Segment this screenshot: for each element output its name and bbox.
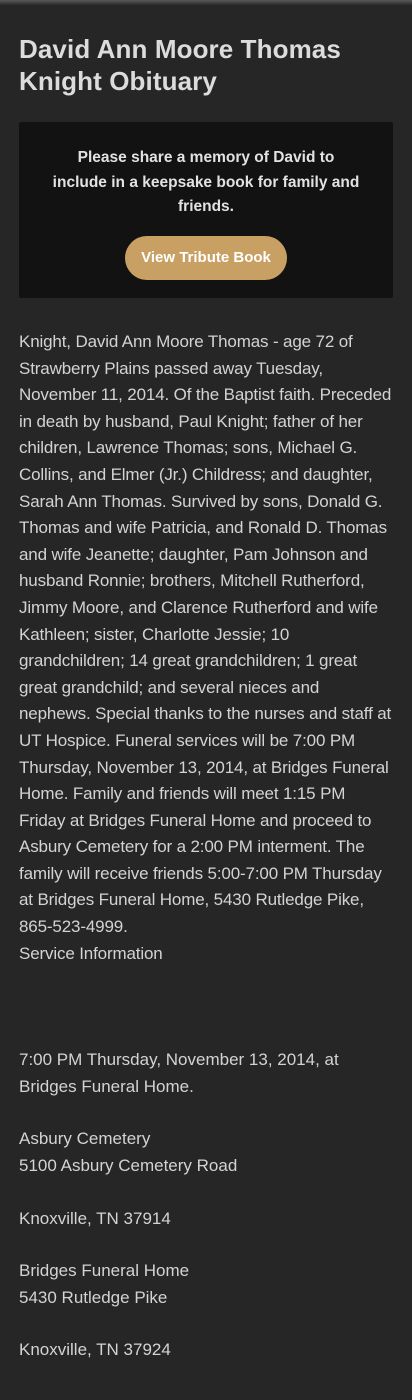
service-details xyxy=(19,967,393,1364)
view-tribute-book-button[interactable]: View Tribute Book xyxy=(125,236,287,280)
tribute-prompt: Please share a memory of David to include in a keepsake book for family and friends. xyxy=(52,149,360,215)
funeral-home-city: Knoxville, TN 37924 xyxy=(19,1340,171,1360)
funeral-home-name: Bridges Funeral Home xyxy=(19,1261,190,1281)
funeral-home-address: 5430 Rutledge Pike xyxy=(19,1287,168,1307)
obituary-text: Knight, David Ann Moore Thomas - age 72 of Strawberry Plains passed away Tuesday, November 11, 2014. Of the Baptist faith. Preceded in death by husband, Paul Knight; father of her children, Lawrence Thomas; sons, Michael G. Collins, and Elmer (Jr.) Childress; and daughter, Sarah Ann Thomas. Survived by sons, Donald G. Thomas and wife Patricia, and Ronald D. Thomas and wife Jeanette; daughter, Pam Johnson and husband Ronnie; brothers, Mitchell Rutherford, Jimmy Moore, and Clarence Rutherford and wife Kathleen; sister, Charlotte Jessie; 10 grandchildren; 14 great grandchildren; 1 great great grandchild; and several nieces and nephews. Special thanks to the nurses and staff at UT Hospice. Funeral services will be 7:00 PM Thursday, November 13, 2014, at Bridges Funeral Home. Family and friends will meet 1:15 PM Friday at Bridges Funeral Home and proceed to Asbury Cemetery for a 2:00 PM interment. The family will receive friends 5:00-7:00 PM Thursday at Bridges Funeral Home, 5430 Rutledge Pike, 865-523-4999. xyxy=(19,332,392,937)
cemetery-name: Asbury Cemetery xyxy=(19,1129,151,1149)
obituary-page xyxy=(0,33,412,1364)
service-time-line2: Bridges Funeral Home. xyxy=(19,1076,194,1096)
cemetery-city: Knoxville, TN 37914 xyxy=(19,1208,171,1228)
page-title: David Ann Moore Thomas Knight Obituary xyxy=(19,34,341,96)
service-information-heading: Service Information xyxy=(19,943,163,963)
cemetery-address: 5100 Asbury Cemetery Road xyxy=(19,1156,238,1176)
tribute-book-card xyxy=(19,122,393,298)
top-shadow xyxy=(0,0,412,5)
obituary-body xyxy=(19,329,393,967)
service-time-line1: 7:00 PM Thursday, November 13, 2014, at xyxy=(19,1050,339,1070)
